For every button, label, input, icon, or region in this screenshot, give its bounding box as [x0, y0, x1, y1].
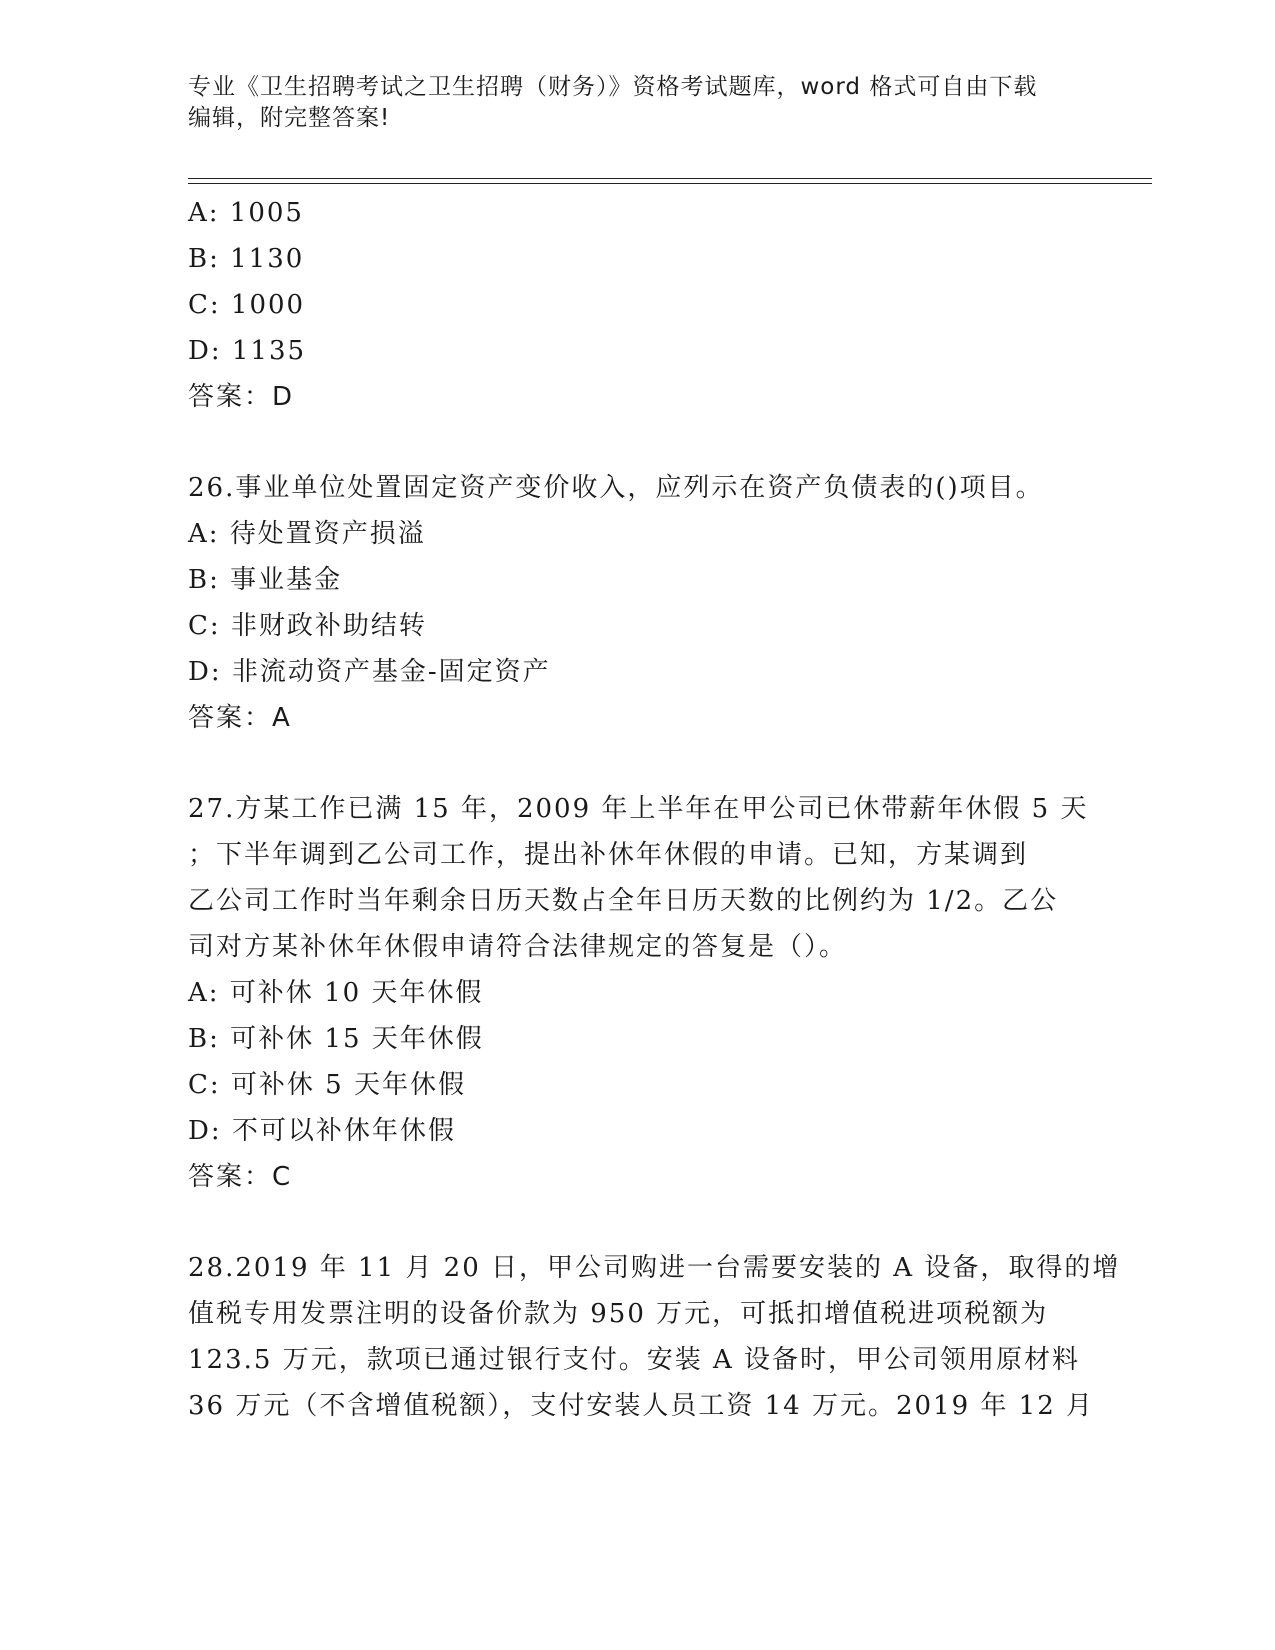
question-text-line: 123.5 万元，款项已通过银行支付。安装 A 设备时，甲公司领用原材料: [188, 1345, 1081, 1375]
option-c: C: 1000: [188, 290, 306, 320]
question-27: [188, 786, 1088, 1200]
question-text-line: 乙公司工作时当年剩余日历天数占全年日历天数的比例约为 1/2。乙公: [188, 886, 1059, 916]
option-b: B: 1130: [188, 244, 305, 274]
question-text: 26.事业单位处置固定资产变价收入，应列示在资产负债表的()项目。: [188, 473, 1044, 503]
option-a: A: 可补休 10 天年休假: [188, 978, 484, 1008]
option-b: B: 可补休 15 天年休假: [188, 1024, 484, 1054]
header-line-2: 编辑，附完整答案!: [188, 105, 391, 131]
spacer: [188, 741, 1088, 786]
spacer: [188, 420, 1088, 465]
option-d: D: 非流动资产基金-固定资产: [188, 657, 551, 687]
answer: 答案：C: [188, 1162, 293, 1192]
header-rule-top: [188, 178, 1152, 179]
question-content: [188, 190, 1121, 1429]
option-d: D: 不可以补休年休假: [188, 1116, 456, 1146]
option-a: A: 1005: [188, 198, 304, 228]
question-text-line: 28.2019 年 11 月 20 日，甲公司购进一台需要安装的 A 设备，取得的增: [188, 1253, 1121, 1283]
header-rule-bottom: [188, 183, 1152, 184]
option-c: C: 非财政补助结转: [188, 611, 427, 641]
answer: 答案：D: [188, 382, 295, 412]
question-text-line: 36 万元（不含增值税额），支付安装人员工资 14 万元。2019 年 12 月: [188, 1391, 1095, 1421]
option-d: D: 1135: [188, 336, 307, 366]
question-text-line: 司对方某补休年休假申请符合法律规定的答复是（）。: [188, 932, 848, 962]
question-26: [188, 465, 1088, 741]
header-line-1: 专业《卫生招聘考试之卫生招聘（财务）》资格考试题库，word 格式可自由下载: [188, 74, 1038, 100]
question-28: [188, 1245, 1121, 1429]
question-text-line: ；下半年调到乙公司工作，提出补休年休假的申请。已知，方某调到: [188, 840, 1029, 870]
question-25: [188, 190, 1088, 420]
spacer: [188, 1200, 1088, 1245]
document-header: [188, 72, 1088, 134]
question-text-line: 值税专用发票注明的设备价款为 950 万元，可抵扣增值税进项税额为: [188, 1299, 1049, 1329]
option-c: C: 可补休 5 天年休假: [188, 1070, 466, 1100]
option-a: A: 待处置资产损溢: [188, 519, 426, 549]
question-text-line: 27.方某工作已满 15 年，2009 年上半年在甲公司已休带薪年休假 5 天: [188, 794, 1089, 824]
answer: 答案：A: [188, 703, 292, 733]
option-b: B: 事业基金: [188, 565, 343, 595]
